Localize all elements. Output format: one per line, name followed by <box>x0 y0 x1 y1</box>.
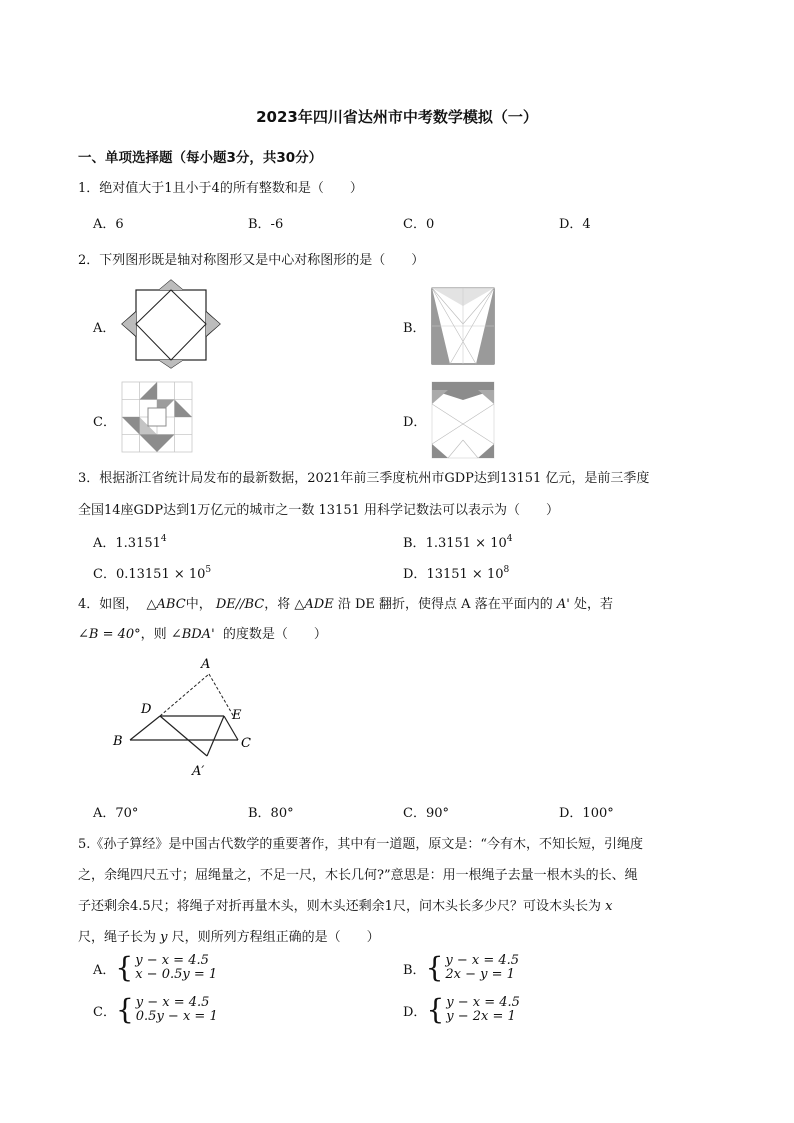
q2-figure-b <box>430 286 496 366</box>
q2-option-d-label[interactable]: D． <box>403 415 427 430</box>
q4-option-d[interactable]: D．100° <box>559 806 614 821</box>
q5-option-c[interactable]: C． { y − x = 4.5 0.5y − x = 1 <box>93 993 218 1026</box>
q4-label-e: E <box>232 708 242 723</box>
q2-figure-d <box>430 380 496 460</box>
q2-option-a-label[interactable]: A． <box>93 321 116 336</box>
q4-figure <box>108 654 268 780</box>
page-title: 2023年四川省达州市中考数学模拟（一） <box>256 108 538 126</box>
q4-label-a: A <box>201 657 211 672</box>
question-4-line2: ∠B = 40°，则 ∠BDA' 的度数是（ ） <box>78 627 327 642</box>
question-5-line3: 子还剩余4.5尺；将绳子对折再量木头，则木头还剩余1尺，问木头长多少尺？可设木头长为 x <box>78 899 613 914</box>
q2-figure-c <box>120 380 194 454</box>
q5-option-d[interactable]: D． { y − x = 4.5 y − 2x = 1 <box>403 993 520 1026</box>
question-3-line2: 全国14座GDP达到1万亿元的城市之一数 13151 用科学记数法可以表示为（ ） <box>78 503 559 518</box>
q4-label-a-prime: A′ <box>192 764 205 779</box>
q3-option-c[interactable]: C．$0.13151 \times 10^5$ <box>93 565 212 582</box>
q4-option-c[interactable]: C．90° <box>403 806 449 821</box>
question-5-line4: 尺，绳子长为 y 尺，则所列方程组正确的是（ ） <box>78 930 380 945</box>
q1-option-c[interactable]: C．0 <box>403 217 435 232</box>
q2-figure-a <box>120 278 222 370</box>
q1-option-b[interactable]: B．-6 <box>248 217 284 232</box>
q3-option-d[interactable]: D．$13151 \times 10^8$ <box>403 565 510 582</box>
q1-option-d[interactable]: D．4 <box>559 217 591 232</box>
question-2-stem: 2．下列图形既是轴对称图形又是中心对称图形的是（ ） <box>78 253 425 268</box>
q1-option-a[interactable]: A．6 <box>93 217 124 232</box>
q5-option-a[interactable]: A． { y − x = 4.5 x − 0.5y = 1 <box>93 951 218 984</box>
q5-option-b[interactable]: B． { y − x = 4.5 2x − y = 1 <box>403 951 520 984</box>
q4-label-d: D <box>141 702 152 717</box>
q3-option-b[interactable]: B．$1.3151 \times 10^4$ <box>403 534 513 551</box>
question-3-line1: 3．根据浙江省统计局发布的最新数据，2021年前三季度杭州市GDP达到13151 亿元，是前三季度 <box>78 471 650 486</box>
q4-option-a[interactable]: A．70° <box>93 806 139 821</box>
section-heading: 一、单项选择题（每小题3分，共30分） <box>78 150 323 166</box>
question-5-line1: 5.《孙子算经》是中国古代数学的重要著作，其中有一道题，原文是：“今有木，不知长短，引绳度 <box>78 837 644 852</box>
q2-option-c-label[interactable]: C． <box>93 415 116 430</box>
question-4-line1: 4．如图， △ABC中， DE//BC，将 △ADE 沿 DE 翻折，使得点 A 落在平面内的 A' 处，若 <box>78 597 613 612</box>
q4-label-b: B <box>113 734 123 749</box>
question-5-line2: 之，余绳四尺五寸；屈绳量之，不足一尺，木长几何?”意思是：用一根绳子去量一根木头的长、绳 <box>78 868 638 883</box>
question-1-stem: 1．绝对值大于1且小于4的所有整数和是（ ） <box>78 181 363 196</box>
q3-option-a[interactable]: A．1.3151$^4$ <box>93 534 167 551</box>
q4-label-c: C <box>241 736 251 751</box>
q4-option-b[interactable]: B．80° <box>248 806 294 821</box>
q2-option-b-label[interactable]: B． <box>403 321 426 336</box>
